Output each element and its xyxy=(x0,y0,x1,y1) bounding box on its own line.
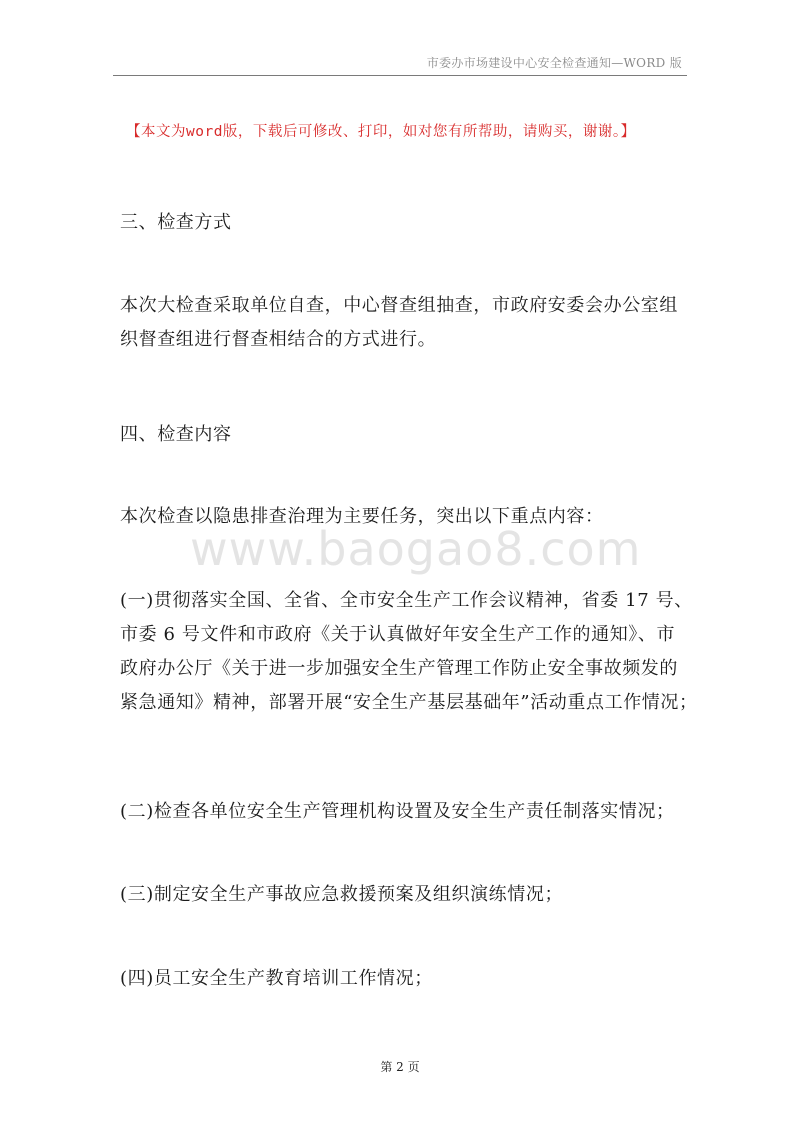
item-1-line: 市委 6 号文件和市政府《关于认真做好年安全生产工作的通知》、市 xyxy=(120,624,676,645)
item-1-line: 政府办公厅《关于进一步加强安全生产管理工作防止安全事故频发的 xyxy=(120,658,678,679)
section-3-body-line: 本次大检查采取单位自查，中心督查组抽查，市政府安委会办公室组 xyxy=(120,295,678,316)
section-4-intro: 本次检查以隐患排查治理为主要任务，突出以下重点内容： xyxy=(120,506,604,527)
item-4: (四)员工安全生产教育培训工作情况； xyxy=(120,968,433,989)
item-1-line: 紧急通知》精神，部署开展“安全生产基层基础年”活动重点工作情况； xyxy=(120,692,698,713)
page-number: 第 2 页 xyxy=(380,1060,420,1074)
page-header-title: 市委办市场建设中心安全检查通知—WORD 版 xyxy=(426,56,682,70)
item-1-line: (一)贯彻落实全国、全省、全市安全生产工作会议精神，省委 17 号、 xyxy=(120,590,693,611)
purchase-notice: 【本文为word版，下载后可修改、打印，如对您有所帮助，请购买，谢谢。】 xyxy=(126,124,636,140)
item-2: (二)检查各单位安全生产管理机构设置及安全生产责任制落实情况； xyxy=(120,801,675,822)
item-1 xyxy=(120,584,698,720)
section-3-body xyxy=(120,289,690,357)
item-3: (三)制定安全生产事故应急救援预案及组织演练情况； xyxy=(120,884,564,905)
header-divider xyxy=(113,75,687,76)
section-3-heading: 三、检查方式 xyxy=(120,212,232,233)
section-3-body-line: 织督查组进行督查相结合的方式进行。 xyxy=(120,329,437,350)
watermark: www.baogao8.com xyxy=(190,522,642,576)
section-4-heading: 四、检查内容 xyxy=(120,424,232,445)
